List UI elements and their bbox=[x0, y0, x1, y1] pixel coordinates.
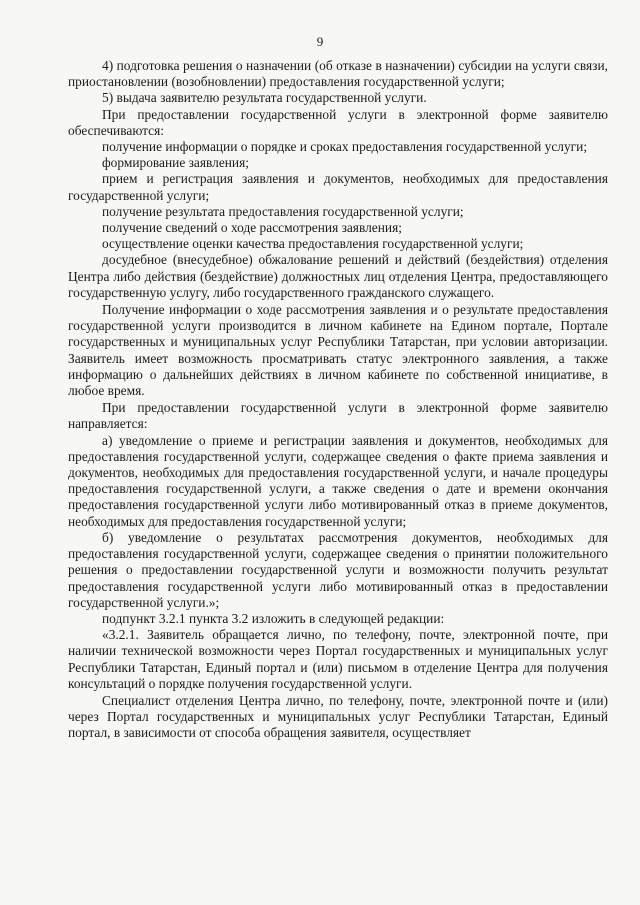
paragraph: получение результата предоставления государственной услуги; bbox=[102, 203, 464, 219]
paragraph: получение сведений о ходе рассмотрения заявления; bbox=[102, 220, 402, 236]
paragraph: 4) подготовка решения о назначении (об отказе в назначении) субсидии на услуги связи, приостановлении (возобновлении) предоставления государственной услуги; bbox=[68, 58, 608, 90]
paragraph: осуществление оценки качества предоставления государственной услуги; bbox=[102, 236, 524, 252]
paragraph: При предоставлении государственной услуги в электронной форме заявителю обеспечиваются: bbox=[68, 106, 608, 138]
paragraph: Получение информации о ходе рассмотрения заявления и о результате предоставления государственной услуги производится в личном кабинете на Едином портале, Портале государственных и муниципальных услуг Республики Татарстан, при условии авторизации. Заявитель имеет возможность просматривать статус электронного заявления, а также информацию о дальнейших действиях в личном кабинете по собственной инициативе, в любое время. bbox=[68, 302, 608, 399]
paragraph: получение информации о порядке и сроках предоставления государственной услуги; bbox=[102, 139, 588, 155]
paragraph: подпункт 3.2.1 пункта 3.2 изложить в следующей редакции: bbox=[102, 610, 445, 626]
paragraph: досудебное (внесудебное) обжалование решений и действий (бездействия) отделения Центра либо действия (бездействие) должностных лиц отделения Центра, предоставляющего государственную услугу, либо государственного гражданского служащего. bbox=[68, 252, 608, 300]
paragraph: «3.2.1. Заявитель обращается лично, по телефону, почте, электронной почте, при наличии технической возможности через Портал государственных и муниципальных услуг Республики Татарстан, Единый портал и (или) письмом в отделение Центра для получения консультаций о порядке получения государственной услуги. bbox=[68, 627, 608, 691]
paragraph: а) уведомление о приеме и регистрации заявления и документов, необходимых для предоставления государственной услуги, содержащее сведения о факте приема заявления и документов, необходимых для предоставления государственной услуги, и начале процедуры предоставления государственной услуги, а также сведения о дате и времени окончания предоставления государственной услуги либо мотивированный отказ в приеме документов, необходимых для предоставления государственной услуги; bbox=[68, 432, 608, 529]
document-body bbox=[68, 58, 608, 742]
page-number: 9 bbox=[316, 34, 324, 49]
paragraph: прием и регистрация заявления и документов, необходимых для предоставления государственной услуги; bbox=[68, 171, 608, 203]
paragraph: формирование заявления; bbox=[102, 155, 249, 171]
paragraph: Специалист отделения Центра лично, по телефону, почте, электронной почте и (или) через Портал государственных и муниципальных услуг Республики Татарстан, Единый портал, в зависимости от способа обращения заявителя, осуществляет bbox=[68, 692, 608, 741]
paragraph: б) уведомление о результатах рассмотрения документов, необходимых для предоставления государственной услуги, содержащее сведения о принятии положительного решения о предоставлении государственной услуги и возможности получить результат предоставления государственной услуги либо мотивированный отказ в предоставлении государственной услуги.»; bbox=[68, 529, 608, 610]
paragraph: При предоставлении государственной услуги в электронной форме заявителю направляется: bbox=[68, 400, 608, 432]
paragraph: 5) выдача заявителю результата государственной услуги. bbox=[102, 90, 427, 106]
